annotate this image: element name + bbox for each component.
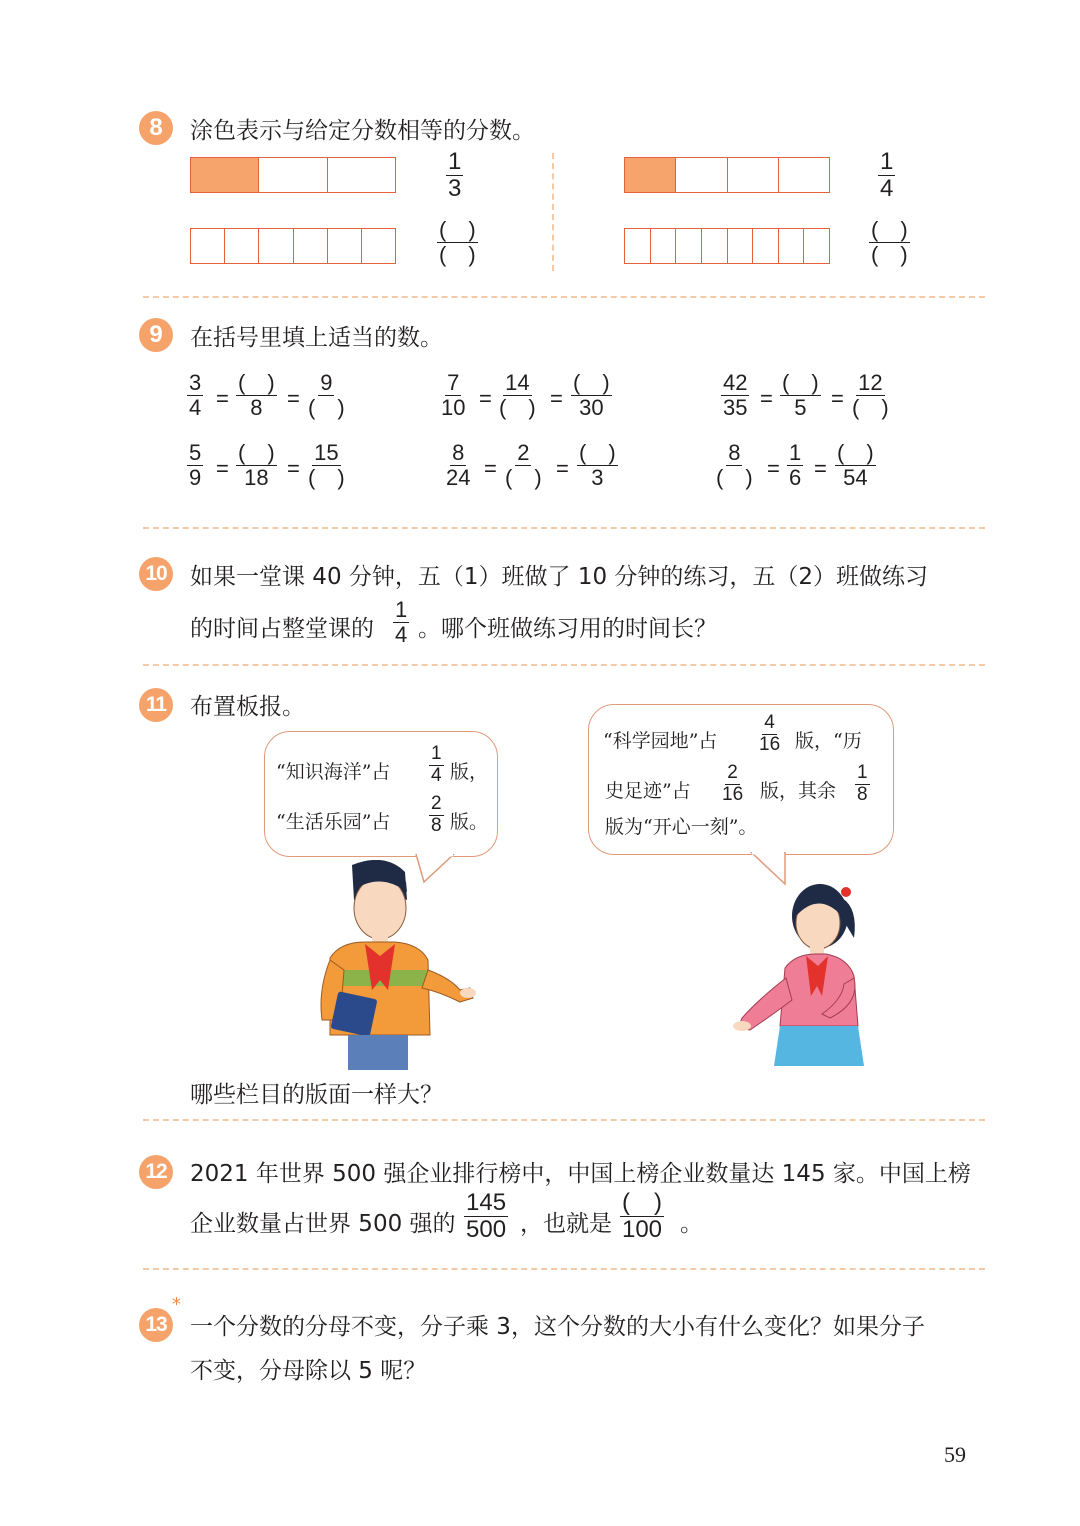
blank-fraction-left[interactable]: ( ) ( ) xyxy=(439,217,476,268)
question-8-text: 涂色表示与给定分数相等的分数。 xyxy=(190,118,535,144)
right-top-bar-cell-4[interactable] xyxy=(779,158,829,192)
right-bottom-bar-cell-1[interactable] xyxy=(625,229,651,263)
fraction-two-sixteenths: $\frac{2}{16}$ xyxy=(722,762,744,805)
equals-sign: = xyxy=(479,386,492,411)
right-top-bar-cell-1[interactable] xyxy=(625,158,676,192)
right-bottom-bar-cell-6[interactable] xyxy=(753,229,779,263)
left-bottom-bar-cell-4[interactable] xyxy=(294,229,328,263)
fraction-145-500: $\frac{145}{500}$ xyxy=(466,1189,507,1244)
equals-sign: = xyxy=(556,456,569,481)
equals-sign: = xyxy=(550,386,563,411)
blank-fraction-right[interactable]: ( ) ( ) xyxy=(871,217,908,268)
fraction-one-eighth: $\frac{1}{8}$ xyxy=(857,762,868,805)
right-bottom-bar-cell-2[interactable] xyxy=(651,229,677,263)
fraction-four-sixteenths: $\frac{4}{16}$ xyxy=(759,712,781,755)
eq4-fraction-c[interactable]: 15 ( ) xyxy=(308,440,345,491)
fraction-two-eighths: $\frac{2}{8}$ xyxy=(431,793,442,836)
eq4-fraction-a: $\frac{5}{9}$ xyxy=(189,440,202,491)
fraction-one-third: $\frac{1}{3}$ xyxy=(448,148,462,203)
question-10-line2-start: 的时间占整堂课的 xyxy=(190,616,374,642)
boy-illustration xyxy=(310,860,485,1070)
question-12-line1: 2021 年世界 500 强企业排行榜中，中国上榜企业数量达 145 家。中国上榜 xyxy=(190,1161,971,1187)
divider xyxy=(143,296,985,298)
divider xyxy=(143,1119,985,1121)
equals-sign: = xyxy=(814,456,827,481)
question-11-question: 哪些栏目的版面一样大？ xyxy=(190,1082,443,1108)
eq4-fraction-b[interactable]: ( ) 18 xyxy=(238,440,275,491)
question-9-text: 在括号里填上适当的数。 xyxy=(190,325,443,351)
equals-sign: = xyxy=(287,386,300,411)
equals-sign: = xyxy=(216,386,229,411)
question-12-line2-mid: ，也就是 xyxy=(520,1211,612,1237)
question-11-badge: 11 xyxy=(139,688,173,722)
right-bubble-line2-mid: 版，其余 xyxy=(760,780,837,802)
right-bubble-line1-end: 版，“历 xyxy=(795,730,862,752)
question-8-badge: 8 xyxy=(139,111,173,145)
question-13-badge: 13 xyxy=(139,1308,173,1342)
optional-star-mark: * xyxy=(172,1294,181,1315)
eq2-fraction-a: $\frac{7}{10}$ xyxy=(441,370,466,421)
right-bottom-bar-cell-7[interactable] xyxy=(779,229,805,263)
eq2-fraction-b[interactable]: 14 ( ) xyxy=(499,370,536,421)
fraction-one-quarter: $\frac{1}{4}$ xyxy=(880,148,894,203)
right-bottom-bar-cell-8[interactable] xyxy=(804,229,829,263)
vertical-dashed-separator xyxy=(552,153,554,271)
eq3-fraction-b[interactable]: ( ) 5 xyxy=(782,370,819,421)
left-bubble-line2-end: 版。 xyxy=(450,811,489,833)
right-bottom-bar-cell-5[interactable] xyxy=(728,229,754,263)
left-top-bar-cell-2[interactable] xyxy=(259,158,327,192)
right-top-bar-quarters xyxy=(624,157,830,193)
left-bottom-bar-cell-5[interactable] xyxy=(328,229,362,263)
equals-sign: = xyxy=(760,386,773,411)
left-top-bar-thirds xyxy=(190,157,396,193)
right-top-bar-cell-3[interactable] xyxy=(728,158,779,192)
equals-sign: = xyxy=(831,386,844,411)
divider xyxy=(143,1268,985,1270)
right-top-bar-cell-2[interactable] xyxy=(676,158,727,192)
right-bottom-bar-cell-4[interactable] xyxy=(702,229,728,263)
fraction-one-quarter: $\frac{1}{4}$ xyxy=(431,743,442,786)
eq6-fraction-a[interactable]: 8 ( ) xyxy=(716,440,753,491)
question-10-line2-end: 。哪个班做练习用的时间长？ xyxy=(418,616,717,642)
right-bubble-line3: 版为“开心一刻”。 xyxy=(605,816,758,838)
question-13-line2: 不变，分母除以 5 呢？ xyxy=(190,1358,427,1384)
eq1-fraction-b[interactable]: ( ) 8 xyxy=(238,370,275,421)
question-12-line2-end: 。 xyxy=(680,1211,703,1237)
page-number: 59 xyxy=(944,1442,966,1467)
right-bottom-bar-eighths[interactable] xyxy=(624,228,830,264)
left-bottom-bar-cell-1[interactable] xyxy=(191,229,225,263)
equals-sign: = xyxy=(767,456,780,481)
question-13-line1: 一个分数的分母不变，分子乘 3，这个分数的大小有什么变化？如果分子 xyxy=(190,1314,925,1340)
right-bubble-line1: “科学园地”占 xyxy=(603,730,718,752)
eq5-fraction-c[interactable]: ( ) 3 xyxy=(579,440,616,491)
equals-sign: = xyxy=(484,456,497,481)
eq6-fraction-c[interactable]: ( ) 54 xyxy=(837,440,874,491)
question-10-badge: 10 xyxy=(139,557,173,591)
question-12-line2-start: 企业数量占世界 500 强的 xyxy=(190,1211,456,1237)
left-bottom-bar-cell-6[interactable] xyxy=(362,229,395,263)
left-top-bar-cell-3[interactable] xyxy=(328,158,395,192)
divider xyxy=(143,664,985,666)
girl-illustration xyxy=(730,878,870,1068)
divider xyxy=(143,527,985,529)
left-bubble-line1-end: 版， xyxy=(450,761,489,783)
question-10-line1: 如果一堂课 40 分钟，五（1）班做了 10 分钟的练习，五（2）班做练习 xyxy=(190,564,929,590)
left-bottom-bar-cell-2[interactable] xyxy=(225,229,259,263)
eq5-fraction-b[interactable]: 2 ( ) xyxy=(505,440,542,491)
eq1-fraction-a: $\frac{3}{4}$ xyxy=(189,370,202,421)
eq2-fraction-c[interactable]: ( ) 30 xyxy=(573,370,610,421)
eq5-fraction-a: $\frac{8}{24}$ xyxy=(446,440,471,491)
eq3-fraction-a: $\frac{42}{35}$ xyxy=(723,370,748,421)
question-11-text: 布置板报。 xyxy=(190,694,305,720)
equals-sign: = xyxy=(287,456,300,481)
question-9-badge: 9 xyxy=(139,318,173,352)
left-bottom-bar-cell-3[interactable] xyxy=(259,229,293,263)
left-top-bar-cell-1[interactable] xyxy=(191,158,259,192)
blank-fraction-over-100[interactable]: ( ) 100 xyxy=(621,1189,663,1244)
left-speech-bubble xyxy=(264,731,498,857)
question-12-badge: 12 xyxy=(139,1155,173,1189)
right-bubble-line2: 史足迹”占 xyxy=(605,780,691,802)
right-bottom-bar-cell-3[interactable] xyxy=(676,229,702,263)
eq6-fraction-b: $\frac{1}{6}$ xyxy=(789,440,802,491)
fraction-one-quarter: $\frac{1}{4}$ xyxy=(395,597,408,648)
left-bottom-bar-sixths[interactable] xyxy=(190,228,396,264)
eq1-fraction-c[interactable]: 9 ( ) xyxy=(308,370,345,421)
left-bubble-line1: “知识海洋”占 xyxy=(276,761,391,783)
left-bubble-line2: “生活乐园”占 xyxy=(276,811,391,833)
eq3-fraction-c[interactable]: 12 ( ) xyxy=(852,370,889,421)
equals-sign: = xyxy=(216,456,229,481)
